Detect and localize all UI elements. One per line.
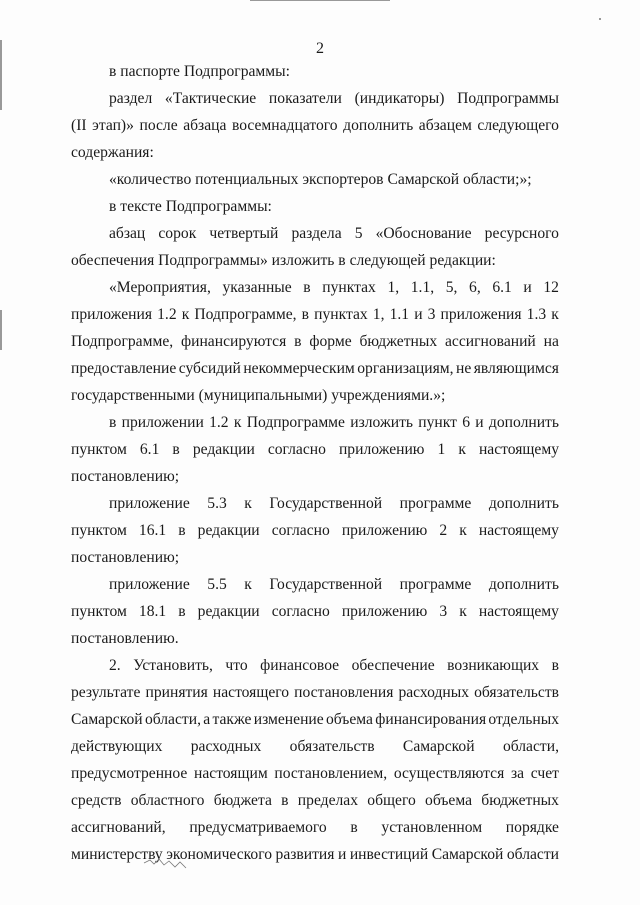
word: субсидий <box>178 360 241 377</box>
word: 3 <box>439 603 448 620</box>
word: 6 <box>462 414 471 431</box>
word: «Мероприятия, <box>109 279 211 296</box>
scan-scribble <box>142 855 192 871</box>
word: пределах <box>297 792 359 809</box>
text-line <box>71 274 559 301</box>
word: (II <box>71 117 87 134</box>
word: настоящему <box>478 441 559 458</box>
word: в <box>172 441 180 458</box>
word: дополнить <box>488 495 559 512</box>
word: пунктом <box>71 603 127 620</box>
word: приложении <box>121 414 204 431</box>
word: настоящим <box>194 765 268 782</box>
word: настоящего <box>212 684 290 701</box>
document-body <box>71 58 559 868</box>
word: в <box>178 603 186 620</box>
word: постановлением, <box>274 765 388 782</box>
word: в <box>303 279 311 296</box>
text-line <box>71 517 559 544</box>
word: 1.2 <box>209 414 229 431</box>
word: сорок <box>158 225 197 242</box>
word: расходных <box>190 738 262 755</box>
word: Установить, <box>133 657 213 674</box>
word: приложения <box>71 306 153 323</box>
word: 12 <box>543 279 559 296</box>
word: 2. <box>109 657 121 674</box>
word: области <box>506 846 559 863</box>
word: и <box>475 414 484 431</box>
word: 6.1 <box>139 441 160 458</box>
word: четвертый <box>209 225 279 242</box>
word: общего <box>367 792 416 809</box>
text-line <box>71 328 559 355</box>
page-number: 2 <box>316 40 324 57</box>
word: абзацем <box>418 117 472 134</box>
word: 3 <box>427 306 436 323</box>
word: предоставление <box>71 360 177 377</box>
word: области, <box>144 711 201 728</box>
text-line <box>71 571 559 598</box>
text-line <box>71 814 559 841</box>
text-line: «количество потенциальных экспортеров Самарской области;»; <box>109 171 532 188</box>
word: отдельных <box>488 711 559 728</box>
word: «Обоснование <box>375 225 472 242</box>
word: бюджетных <box>359 333 438 350</box>
word: некоммерческим <box>243 360 355 377</box>
word: к <box>551 306 559 323</box>
word: являющимся <box>473 360 559 377</box>
word: Самарской <box>71 711 143 728</box>
word: в <box>109 414 117 431</box>
word: не <box>455 360 472 377</box>
word: к <box>458 441 466 458</box>
text-line: государственными (муниципальными) учреждениями.»; <box>71 387 446 404</box>
word: счет <box>530 765 559 782</box>
word: к <box>244 495 252 512</box>
word: 1.1 <box>389 306 410 323</box>
word: 1, <box>372 306 385 323</box>
text-line <box>71 355 559 382</box>
word: Подпрограмме, <box>194 306 297 323</box>
word: в <box>551 657 559 674</box>
word: к <box>459 522 467 539</box>
word: 6, <box>469 279 481 296</box>
word: экономического <box>166 846 273 863</box>
word: объема <box>325 711 373 728</box>
word: средств <box>71 792 122 809</box>
word: к <box>459 603 467 620</box>
word: «Тактические <box>164 90 257 107</box>
word: 1.3 <box>526 306 547 323</box>
word: также <box>212 711 252 728</box>
word: 1 <box>437 441 446 458</box>
word: возникающих <box>447 657 540 674</box>
word: и <box>414 306 423 323</box>
word: Подпрограммы <box>457 90 559 107</box>
word: согласно <box>271 522 330 539</box>
word: пунктом <box>71 522 127 539</box>
word: Самарской <box>402 738 475 755</box>
word: установленном <box>381 819 483 836</box>
word: приложению <box>338 441 425 458</box>
word: и <box>337 846 347 863</box>
word: 1.1, <box>410 279 435 296</box>
word: результате <box>71 684 141 701</box>
word: этап)» <box>92 117 134 134</box>
word: пункт <box>418 414 457 431</box>
word: министерству <box>71 846 163 863</box>
word: за <box>510 765 525 782</box>
word: 5.3 <box>207 495 227 512</box>
word: принятия <box>145 684 208 701</box>
word: следующего <box>477 117 559 134</box>
word: приложение <box>109 495 190 512</box>
word: 5.5 <box>207 576 227 593</box>
word: Государственной <box>269 576 383 593</box>
word: области, <box>502 738 559 755</box>
word: изменение <box>253 711 324 728</box>
word: приложение <box>109 576 190 593</box>
word: Подпрограмме <box>246 414 345 431</box>
word: в <box>281 792 289 809</box>
word: программе <box>399 495 472 512</box>
word: согласно <box>267 441 326 458</box>
text-line <box>71 112 559 139</box>
scan-edge-mark <box>599 18 601 20</box>
word: пунктах <box>322 279 376 296</box>
word: дополнить <box>488 414 559 431</box>
word: 1.2 <box>157 306 177 323</box>
word: показатели <box>268 90 342 107</box>
word: приложению <box>341 522 428 539</box>
word: 1, <box>387 279 400 296</box>
text-line <box>71 652 559 679</box>
text-line <box>71 787 559 814</box>
word: пунктом <box>71 441 127 458</box>
text-line <box>71 679 559 706</box>
word: раздел <box>109 90 153 107</box>
text-line <box>71 409 559 436</box>
word: финансовое <box>260 657 340 674</box>
word: бюджетных <box>481 792 559 809</box>
word: к <box>181 306 190 323</box>
word: что <box>225 657 248 674</box>
word: 6.1 <box>492 279 512 296</box>
word: редакции <box>192 441 255 458</box>
scan-edge-mark <box>0 310 2 350</box>
word: предусматриваемого <box>189 819 327 836</box>
text-line <box>71 301 559 328</box>
scan-edge-mark <box>250 0 390 1</box>
text-line: постановлению; <box>71 468 180 485</box>
word: ассигнований <box>445 333 536 350</box>
word: настоящему <box>478 603 559 620</box>
word: бюджета <box>213 792 272 809</box>
word: объема <box>425 792 473 809</box>
word: указанные <box>222 279 292 296</box>
word: обязательств <box>474 684 559 701</box>
word: Подпрограмме, <box>71 333 174 350</box>
word: организациям, <box>357 360 454 377</box>
word: 2 <box>439 522 448 539</box>
word: а <box>203 711 211 728</box>
word: обеспечение <box>351 657 435 674</box>
word: финансирования <box>375 711 487 728</box>
word: после <box>139 117 178 134</box>
word: 18.1 <box>138 603 167 620</box>
word: абзац <box>109 225 146 242</box>
word: финансируются <box>181 333 287 350</box>
text-line <box>71 85 559 112</box>
text-line: постановлению; <box>71 549 180 566</box>
word: изложить <box>350 414 413 431</box>
text-line <box>71 706 559 733</box>
word: Самарской <box>431 846 504 863</box>
word: (индикаторы) <box>354 90 445 107</box>
word: к <box>233 414 242 431</box>
text-line <box>71 490 559 517</box>
word: обязательств <box>289 738 375 755</box>
word: согласно <box>271 603 330 620</box>
word: ассигнований, <box>71 819 166 836</box>
word: приложения <box>440 306 522 323</box>
word: областного <box>130 792 205 809</box>
word: в <box>301 306 310 323</box>
text-line <box>71 760 559 787</box>
word: 5 <box>354 225 363 242</box>
word: в <box>294 333 302 350</box>
word: действующих <box>71 738 163 755</box>
word: в <box>178 522 186 539</box>
word: постановления <box>294 684 394 701</box>
word: развития <box>275 846 335 863</box>
word: редакции <box>197 603 260 620</box>
word: абзаца <box>183 117 227 134</box>
text-line <box>71 598 559 625</box>
word: 5, <box>445 279 458 296</box>
word: на <box>543 333 559 350</box>
word: программе <box>399 576 472 593</box>
word: раздела <box>291 225 342 242</box>
word: порядке <box>505 819 559 836</box>
text-line <box>71 733 559 760</box>
word: к <box>244 576 252 593</box>
text-line <box>71 220 559 247</box>
word: пунктах <box>314 306 368 323</box>
word: и <box>523 279 532 296</box>
word: 16.1 <box>138 522 167 539</box>
word: дополнить <box>343 117 414 134</box>
word: форме <box>309 333 352 350</box>
word: осуществляются <box>393 765 505 782</box>
word: расходных <box>398 684 470 701</box>
word: предусмотренное <box>71 765 188 782</box>
word: Государственной <box>269 495 383 512</box>
word: настоящему <box>478 522 559 539</box>
text-line: обеспечения Подпрограммы» изложить в следующей редакции: <box>71 252 496 269</box>
word: ресурсного <box>484 225 559 242</box>
text-line: содержания: <box>71 144 154 161</box>
word: инвестиций <box>349 846 429 863</box>
word: восемнадцатого <box>231 117 338 134</box>
word: приложению <box>341 603 428 620</box>
text-line: в паспорте Подпрограммы: <box>109 63 290 80</box>
word: в <box>350 819 358 836</box>
word: дополнить <box>488 576 559 593</box>
text-line: в тексте Подпрограммы: <box>109 198 272 215</box>
text-line: постановлению. <box>71 630 179 647</box>
text-line <box>71 436 559 463</box>
word: редакции <box>197 522 260 539</box>
